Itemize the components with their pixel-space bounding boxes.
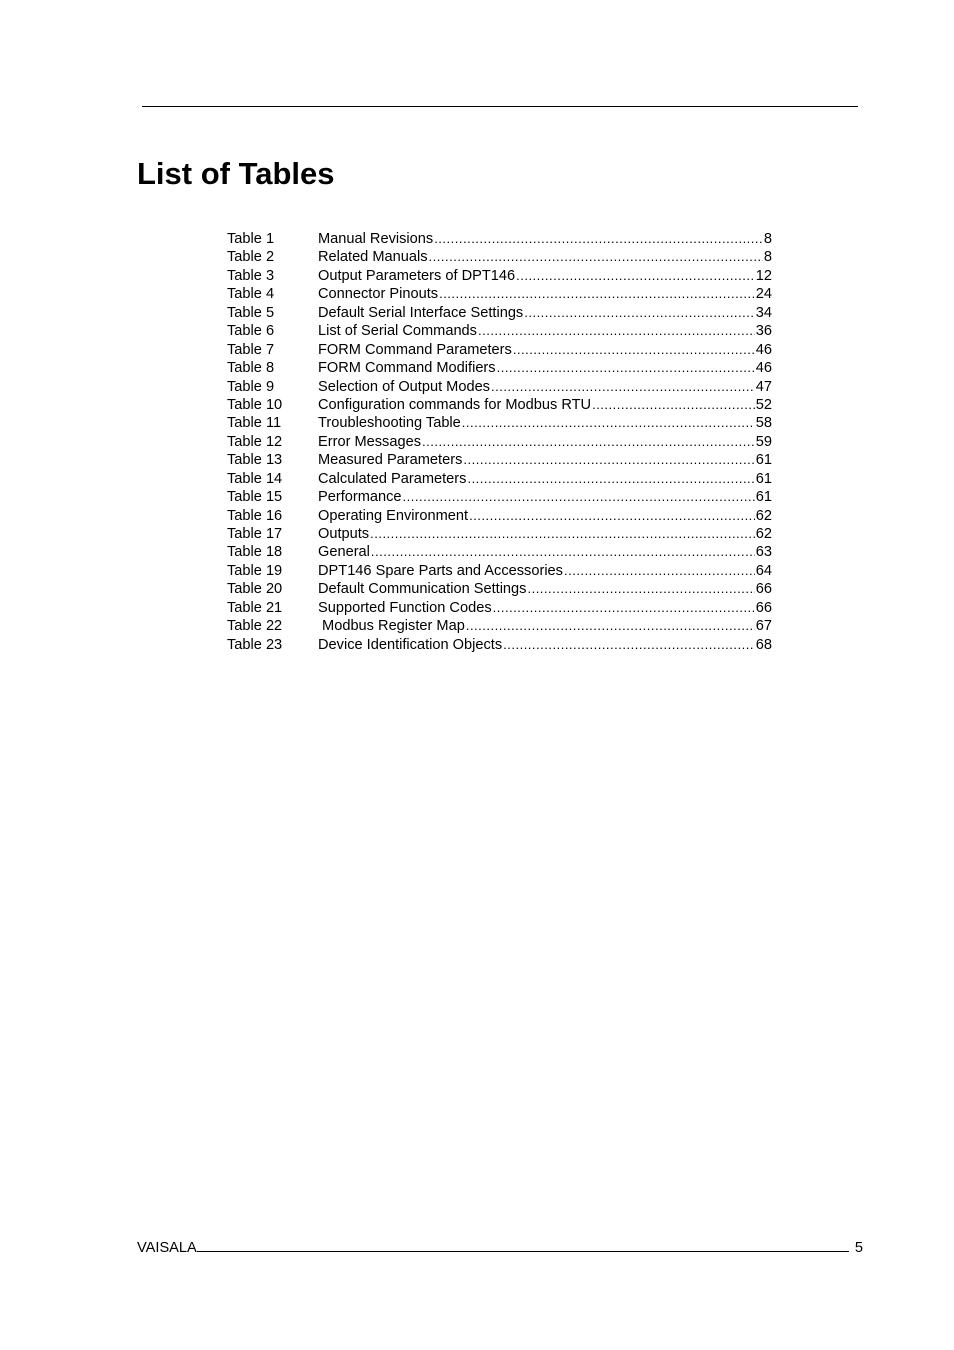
- toc-entry-number: Table 20: [227, 581, 283, 598]
- toc-entry[interactable]: [227, 304, 772, 322]
- toc-entry-page: 68: [755, 636, 772, 653]
- toc-entry-number: Table 15: [227, 489, 283, 506]
- toc-dot-leader: [592, 396, 755, 414]
- toc-entry-page: 12: [755, 267, 772, 284]
- toc-entry[interactable]: [227, 543, 772, 561]
- toc-entry[interactable]: [227, 562, 772, 580]
- toc-dot-leader: [564, 562, 755, 580]
- toc-entry-page: 61: [755, 470, 772, 487]
- toc-entry-title: List of Serial Commands: [318, 323, 477, 340]
- toc-entry-title: Default Serial Interface Settings: [318, 304, 524, 321]
- toc-entry-number: Table 23: [227, 636, 283, 653]
- toc-entry[interactable]: [227, 507, 772, 525]
- toc-entry-title: Manual Revisions: [318, 231, 434, 247]
- toc-entry[interactable]: [227, 599, 772, 617]
- toc-entry-title: Device Identification Objects: [318, 636, 503, 653]
- footer-page-number: 5: [854, 1240, 863, 1256]
- toc-entry-number: Table 7: [227, 341, 275, 358]
- toc-entry-page: 62: [755, 507, 772, 524]
- toc-entry-page: 8: [763, 249, 772, 266]
- toc-entry-number: Table 6: [227, 323, 275, 340]
- toc-entry[interactable]: [227, 636, 772, 654]
- toc-entry-title: Connector Pinouts: [318, 286, 439, 303]
- toc-entry-title: Output Parameters of DPT146: [318, 267, 516, 284]
- toc-dot-leader: [524, 304, 755, 322]
- toc-dot-leader: [429, 248, 763, 266]
- toc-entry[interactable]: [227, 580, 772, 598]
- toc-dot-leader: [503, 636, 755, 654]
- toc-dot-leader: [469, 507, 755, 525]
- toc-entry-page: 47: [755, 378, 772, 395]
- toc-entry-title: Performance: [318, 489, 402, 506]
- toc-entry-title: Troubleshooting Table: [318, 415, 461, 432]
- toc-entry-page: 66: [755, 581, 772, 598]
- toc-entry-number: Table 12: [227, 433, 283, 450]
- toc-entry-title: Calculated Parameters: [318, 470, 467, 487]
- toc-entry-number: Table 5: [227, 304, 275, 321]
- toc-entry[interactable]: [227, 285, 772, 303]
- toc-entry-page: 24: [755, 286, 772, 303]
- toc-dot-leader: [467, 470, 754, 488]
- toc-entry-title: FORM Command Modifiers: [318, 360, 496, 377]
- toc-entry[interactable]: [227, 267, 772, 285]
- toc-entry-page: 8: [763, 231, 772, 247]
- toc-entry-number: Table 22: [227, 618, 283, 635]
- list-of-tables: [227, 230, 772, 654]
- toc-entry[interactable]: [227, 248, 772, 266]
- toc-entry-title: Supported Function Codes: [318, 599, 492, 616]
- toc-entry-number: Table 2: [227, 249, 275, 266]
- toc-entry-page: 67: [755, 618, 772, 635]
- toc-dot-leader: [439, 285, 755, 303]
- toc-entry[interactable]: [227, 230, 772, 248]
- toc-entry[interactable]: [227, 341, 772, 359]
- toc-entry-page: 62: [755, 526, 772, 542]
- toc-entry-page: 66: [755, 599, 772, 616]
- toc-entry-page: 46: [755, 341, 772, 358]
- toc-entry[interactable]: [227, 470, 772, 488]
- toc-entry[interactable]: [227, 433, 772, 451]
- toc-entry[interactable]: [227, 322, 772, 340]
- toc-dot-leader: [513, 341, 755, 359]
- toc-entry-number: Table 10: [227, 396, 283, 413]
- toc-entry-title: Configuration commands for Modbus RTU: [318, 396, 592, 413]
- toc-entry-title: Outputs: [318, 526, 370, 542]
- toc-entry-page: 59: [755, 433, 772, 450]
- toc-entry[interactable]: [227, 414, 772, 432]
- toc-entry[interactable]: [227, 396, 772, 414]
- toc-entry[interactable]: [227, 359, 772, 377]
- toc-entry-title: DPT146 Spare Parts and Accessories: [318, 562, 563, 579]
- toc-entry-page: 61: [755, 452, 772, 469]
- toc-dot-leader: [478, 322, 755, 340]
- toc-entry-title: Modbus Register Map: [318, 618, 465, 635]
- toc-entry-title: FORM Command Parameters: [318, 341, 512, 358]
- toc-entry-page: 36: [755, 323, 772, 340]
- toc-entry-number: Table 16: [227, 507, 283, 524]
- toc-entry-page: 52: [755, 396, 772, 413]
- toc-dot-leader: [516, 267, 755, 285]
- toc-dot-leader: [370, 525, 755, 543]
- toc-entry-number: Table 21: [227, 599, 283, 616]
- toc-entry-title: Related Manuals: [318, 249, 428, 266]
- toc-dot-leader: [463, 451, 754, 469]
- toc-entry-page: 34: [755, 304, 772, 321]
- toc-dot-leader: [434, 230, 763, 248]
- footer-brand: VAISALA: [137, 1240, 197, 1256]
- toc-entry-number: Table 8: [227, 360, 275, 377]
- toc-dot-leader: [491, 378, 755, 396]
- toc-dot-leader: [466, 617, 755, 635]
- toc-entry[interactable]: [227, 378, 772, 396]
- toc-entry[interactable]: [227, 617, 772, 635]
- toc-entry-number: Table 3: [227, 267, 275, 284]
- toc-entry[interactable]: [227, 525, 772, 543]
- toc-dot-leader: [497, 359, 755, 377]
- toc-entry-number: Table 19: [227, 562, 283, 579]
- toc-dot-leader: [462, 414, 755, 432]
- page-footer: [137, 1238, 863, 1257]
- toc-entry-page: 61: [755, 489, 772, 506]
- toc-entry-title: Selection of Output Modes: [318, 378, 490, 395]
- toc-entry-title: Measured Parameters: [318, 452, 463, 469]
- toc-entry-page: 58: [755, 415, 772, 432]
- toc-entry-title: Error Messages: [318, 433, 421, 450]
- toc-entry-number: Table 17: [227, 526, 283, 542]
- toc-dot-leader: [371, 543, 755, 561]
- toc-dot-leader: [403, 488, 755, 506]
- page-title: List of Tables: [137, 156, 335, 191]
- toc-entry-title: Operating Environment: [318, 507, 469, 524]
- footer-rule: [197, 1238, 849, 1252]
- header-rule: [142, 106, 858, 107]
- toc-entry-title: Default Communication Settings: [318, 581, 527, 598]
- toc-entry-number: Table 9: [227, 378, 275, 395]
- toc-dot-leader: [422, 433, 755, 451]
- toc-entry-number: Table 18: [227, 544, 283, 561]
- toc-entry-number: Table 11: [227, 415, 282, 432]
- toc-entry-page: 64: [755, 562, 772, 579]
- toc-entry-number: Table 13: [227, 452, 283, 469]
- toc-entry-page: 63: [755, 544, 772, 561]
- toc-entry[interactable]: [227, 488, 772, 506]
- toc-entry-page: 46: [755, 360, 772, 377]
- toc-entry[interactable]: [227, 451, 772, 469]
- toc-dot-leader: [527, 580, 754, 598]
- toc-entry-number: Table 1: [227, 231, 275, 247]
- toc-dot-leader: [493, 599, 755, 617]
- toc-entry-number: Table 4: [227, 286, 275, 303]
- toc-entry-title: General: [318, 544, 370, 561]
- toc-entry-number: Table 14: [227, 470, 283, 487]
